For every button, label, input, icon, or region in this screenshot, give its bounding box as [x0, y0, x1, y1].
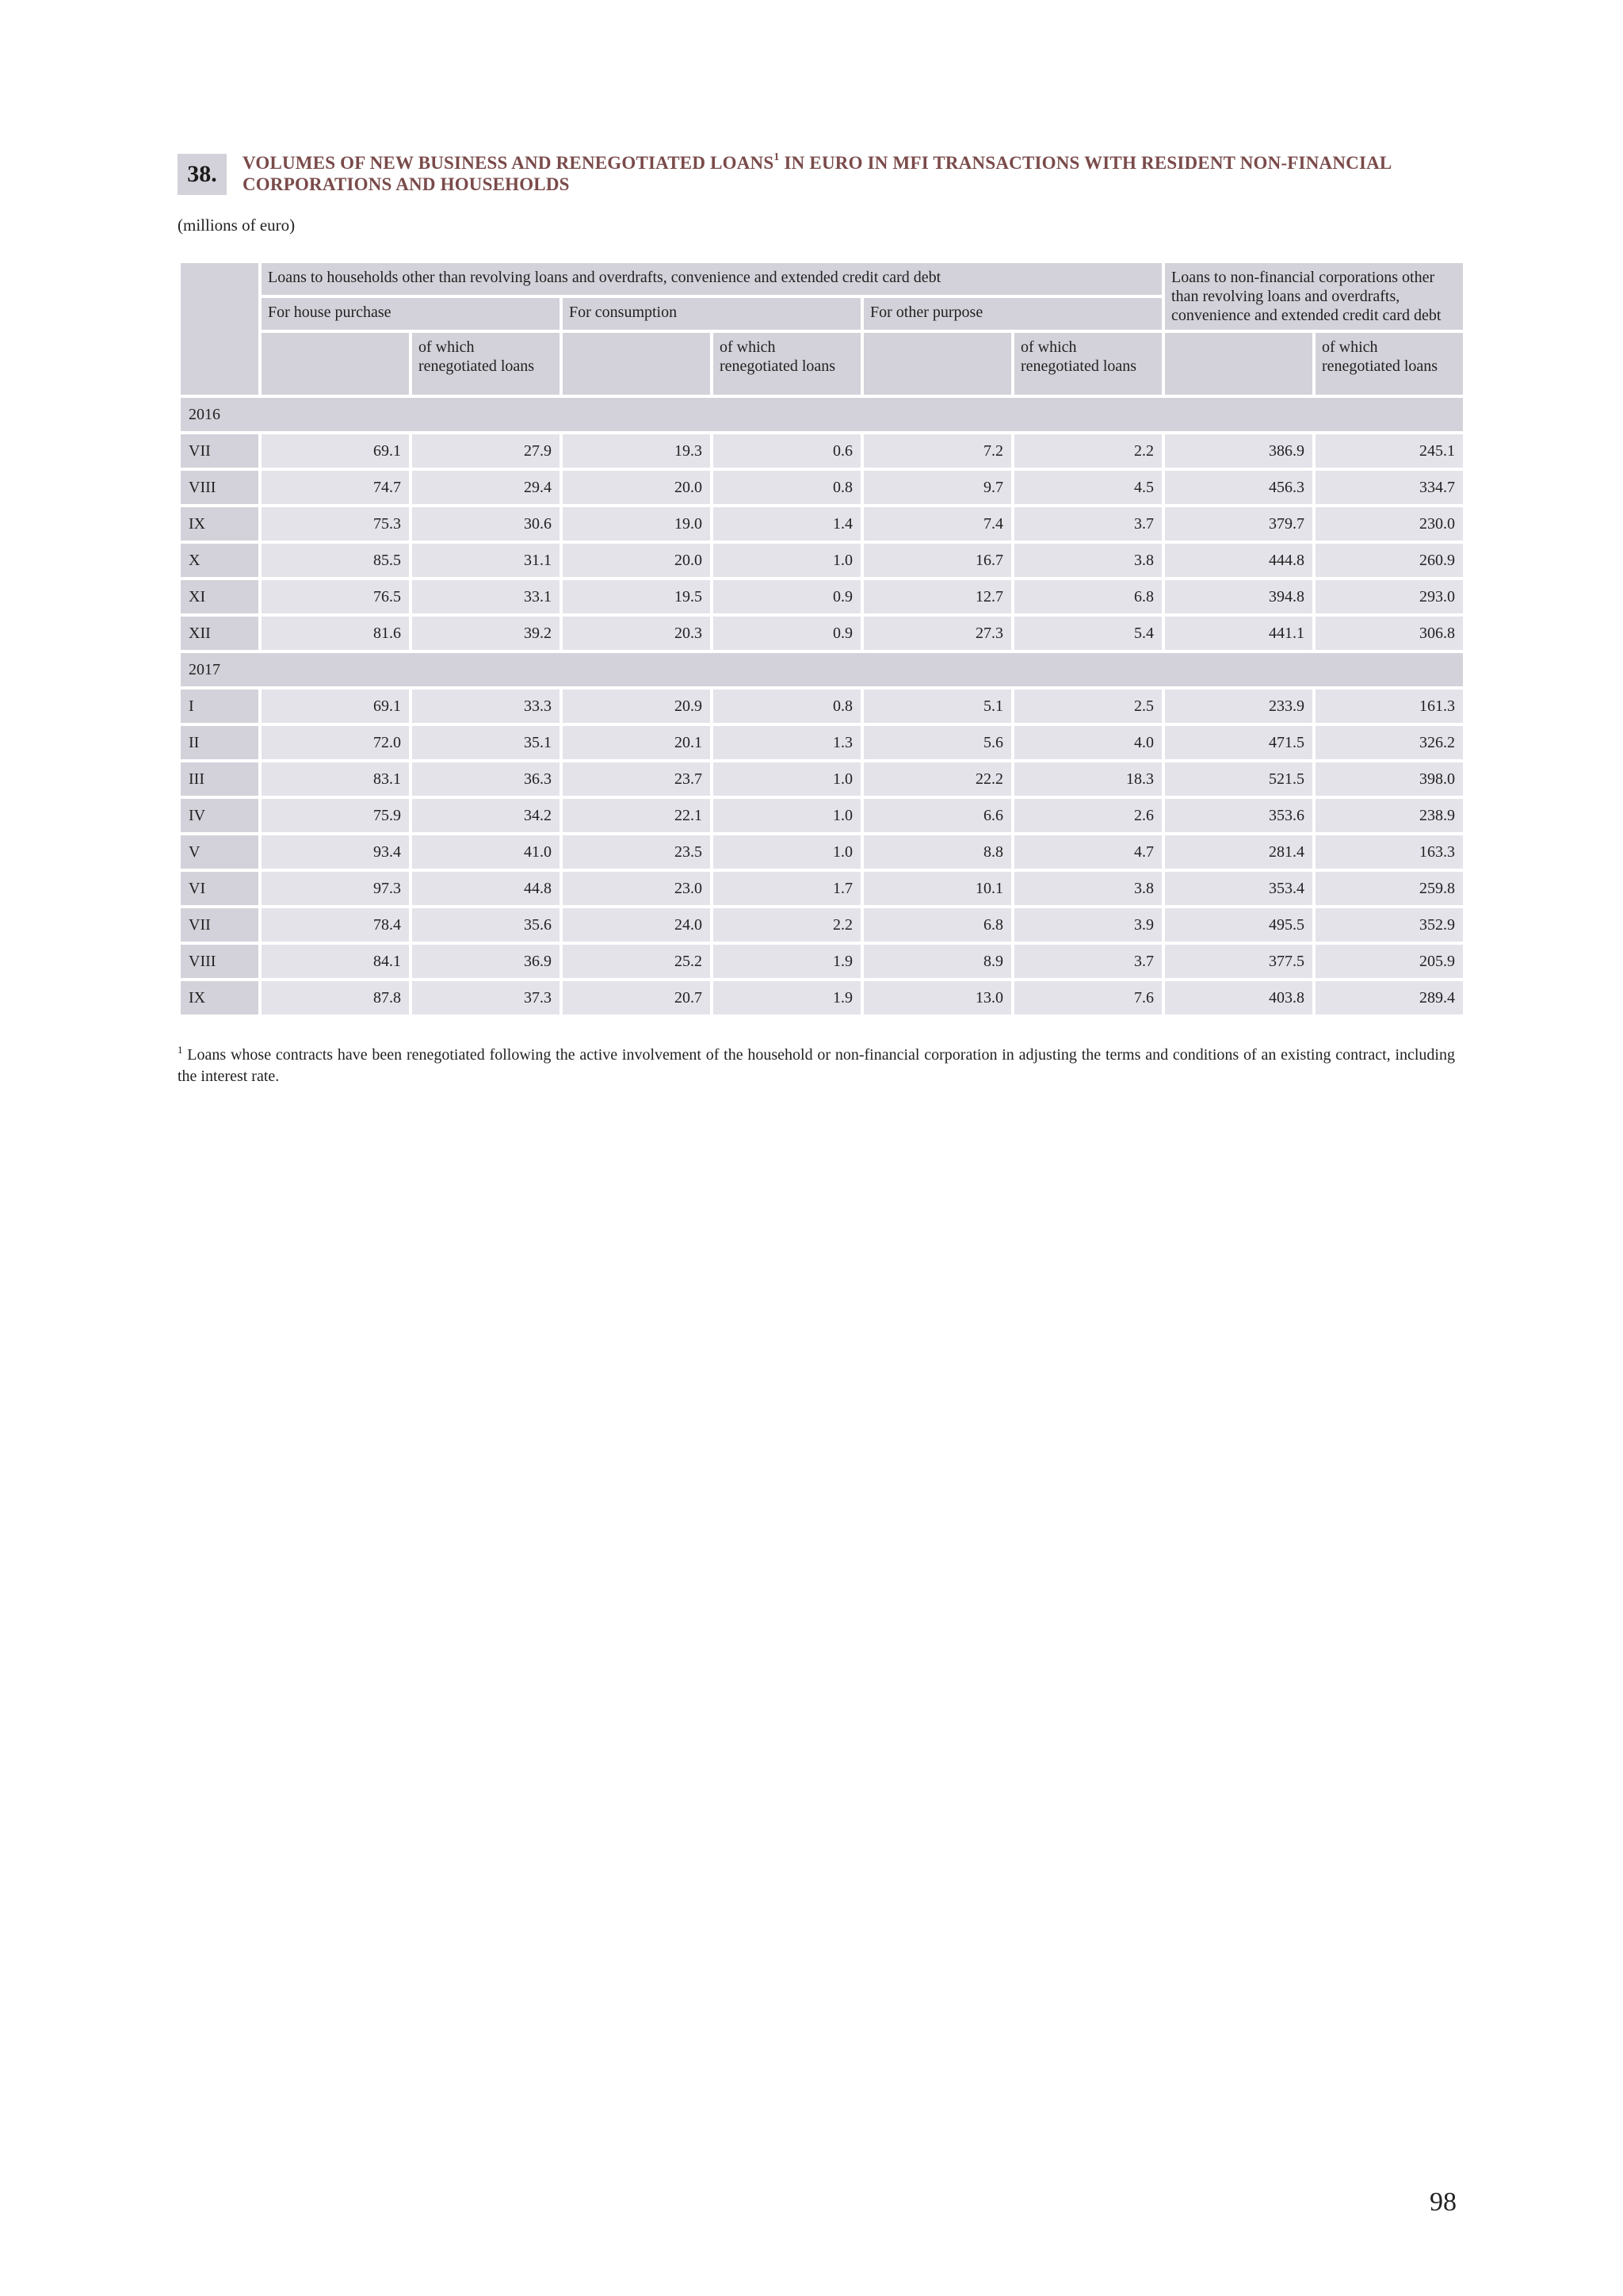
- table-cell: 4.7: [1014, 835, 1162, 869]
- table-cell: 39.2: [412, 617, 559, 650]
- table-row: [181, 945, 1463, 978]
- table-cell: 87.8: [262, 981, 409, 1014]
- table-cell: 8.8: [864, 835, 1011, 869]
- header-of-which-renegotiated: of which renegotiated loans: [1014, 333, 1162, 395]
- table-row: [181, 471, 1463, 504]
- table-cell: 20.9: [563, 690, 710, 723]
- table-cell: 20.7: [563, 981, 710, 1014]
- table-cell: 84.1: [262, 945, 409, 978]
- table-body: [181, 398, 1463, 1014]
- year-row: [181, 398, 1463, 431]
- header-total-consumption: [563, 333, 710, 395]
- table-cell: 0.6: [713, 434, 861, 468]
- table-cell: 78.4: [262, 908, 409, 942]
- table-cell: 260.9: [1316, 544, 1463, 577]
- table-cell: 81.6: [262, 617, 409, 650]
- table-cell: 16.7: [864, 544, 1011, 577]
- stub-header: [181, 263, 258, 395]
- year-label: 2016: [181, 398, 1463, 431]
- year-label: 2017: [181, 653, 1463, 686]
- table-cell: 5.1: [864, 690, 1011, 723]
- table-cell: 444.8: [1165, 544, 1312, 577]
- table-cell: 3.7: [1014, 945, 1162, 978]
- header-total-house: [262, 333, 409, 395]
- table-cell: 41.0: [412, 835, 559, 869]
- table-cell: 495.5: [1165, 908, 1312, 942]
- table-cell: 293.0: [1316, 580, 1463, 613]
- header-households: Loans to households other than revolving loans and overdrafts, convenience and extended credit card debt: [262, 263, 1162, 295]
- table-cell: 5.4: [1014, 617, 1162, 650]
- month-label: VII: [181, 908, 258, 942]
- table-cell: 29.4: [412, 471, 559, 504]
- table-cell: 13.0: [864, 981, 1011, 1014]
- table-cell: 25.2: [563, 945, 710, 978]
- table-cell: 386.9: [1165, 434, 1312, 468]
- table-cell: 205.9: [1316, 945, 1463, 978]
- table-cell: 37.3: [412, 981, 559, 1014]
- table-cell: 22.2: [864, 762, 1011, 796]
- table-cell: 1.7: [713, 872, 861, 905]
- month-label: XI: [181, 580, 258, 613]
- table-cell: 398.0: [1316, 762, 1463, 796]
- table-cell: 289.4: [1316, 981, 1463, 1014]
- table-cell: 230.0: [1316, 507, 1463, 541]
- header-total-nfc: [1165, 333, 1312, 395]
- table-cell: 233.9: [1165, 690, 1312, 723]
- table-cell: 4.5: [1014, 471, 1162, 504]
- table-cell: 353.6: [1165, 799, 1312, 832]
- header-total-other: [864, 333, 1011, 395]
- table-cell: 4.0: [1014, 726, 1162, 759]
- table-cell: 76.5: [262, 580, 409, 613]
- table-row: [181, 580, 1463, 613]
- table-cell: 163.3: [1316, 835, 1463, 869]
- month-label: XII: [181, 617, 258, 650]
- table-cell: 6.8: [864, 908, 1011, 942]
- month-label: II: [181, 726, 258, 759]
- table-row: [181, 981, 1463, 1014]
- table-row: [181, 507, 1463, 541]
- table-cell: 20.1: [563, 726, 710, 759]
- table-cell: 44.8: [412, 872, 559, 905]
- table-cell: 2.2: [713, 908, 861, 942]
- table-cell: 456.3: [1165, 471, 1312, 504]
- table-cell: 0.8: [713, 471, 861, 504]
- table-cell: 83.1: [262, 762, 409, 796]
- table-cell: 403.8: [1165, 981, 1312, 1014]
- month-label: VIII: [181, 471, 258, 504]
- table-cell: 0.9: [713, 617, 861, 650]
- table-cell: 161.3: [1316, 690, 1463, 723]
- table-row: [181, 908, 1463, 942]
- table-cell: 1.3: [713, 726, 861, 759]
- table-cell: 27.3: [864, 617, 1011, 650]
- table-cell: 33.1: [412, 580, 559, 613]
- table-cell: 22.1: [563, 799, 710, 832]
- footnote: [178, 1045, 1455, 1087]
- table-cell: 0.8: [713, 690, 861, 723]
- table-cell: 20.0: [563, 471, 710, 504]
- table-cell: 36.9: [412, 945, 559, 978]
- table-title-part2: IN EURO IN MFI TRANSACTIONS WITH RESIDENT NON-FINANCIAL CORPORATIONS AND HOUSEHOLDS: [242, 153, 1392, 194]
- table-cell: 19.0: [563, 507, 710, 541]
- table-cell: 3.8: [1014, 872, 1162, 905]
- table-cell: 7.4: [864, 507, 1011, 541]
- table-cell: 334.7: [1316, 471, 1463, 504]
- table-cell: 27.9: [412, 434, 559, 468]
- month-label: I: [181, 690, 258, 723]
- table-cell: 352.9: [1316, 908, 1463, 942]
- table-cell: 34.2: [412, 799, 559, 832]
- month-label: X: [181, 544, 258, 577]
- table-cell: 3.9: [1014, 908, 1162, 942]
- header-of-which-renegotiated: of which renegotiated loans: [412, 333, 559, 395]
- table-cell: 74.7: [262, 471, 409, 504]
- table-cell: 12.7: [864, 580, 1011, 613]
- table-cell: 23.7: [563, 762, 710, 796]
- table-cell: 97.3: [262, 872, 409, 905]
- header-consumption: For consumption: [563, 298, 861, 330]
- table-cell: 20.3: [563, 617, 710, 650]
- year-row: [181, 653, 1463, 686]
- table-row: [181, 617, 1463, 650]
- table-cell: 19.5: [563, 580, 710, 613]
- month-label: VIII: [181, 945, 258, 978]
- table-cell: 69.1: [262, 434, 409, 468]
- table-cell: 471.5: [1165, 726, 1312, 759]
- title-footnote-marker: 1: [773, 151, 780, 163]
- table-cell: 9.7: [864, 471, 1011, 504]
- table-cell: 75.9: [262, 799, 409, 832]
- table-cell: 1.9: [713, 945, 861, 978]
- table-cell: 35.1: [412, 726, 559, 759]
- table-row: [181, 434, 1463, 468]
- table-cell: 0.9: [713, 580, 861, 613]
- table-cell: 1.0: [713, 544, 861, 577]
- month-label: V: [181, 835, 258, 869]
- units-label: (millions of euro): [178, 216, 296, 235]
- table-cell: 20.0: [563, 544, 710, 577]
- table-row: [181, 799, 1463, 832]
- table-cell: 259.8: [1316, 872, 1463, 905]
- table-cell: 1.0: [713, 762, 861, 796]
- table-cell: 3.7: [1014, 507, 1162, 541]
- table-title-block: [178, 151, 1461, 200]
- table-cell: 36.3: [412, 762, 559, 796]
- table-cell: 10.1: [864, 872, 1011, 905]
- table-cell: 306.8: [1316, 617, 1463, 650]
- table-cell: 24.0: [563, 908, 710, 942]
- month-label: VII: [181, 434, 258, 468]
- table-cell: 521.5: [1165, 762, 1312, 796]
- month-label: IV: [181, 799, 258, 832]
- table-cell: 394.8: [1165, 580, 1312, 613]
- table-cell: 35.6: [412, 908, 559, 942]
- table-cell: 3.8: [1014, 544, 1162, 577]
- header-of-which-renegotiated: of which renegotiated loans: [713, 333, 861, 395]
- table-title: [242, 152, 1463, 195]
- table-cell: 18.3: [1014, 762, 1162, 796]
- footnote-marker: 1: [178, 1044, 183, 1056]
- month-label: IX: [181, 981, 258, 1014]
- footnote-text: Loans whose contracts have been renegotiated following the active involvement of the household or non-financial corporation in adjusting the terms and conditions of an existing contract, including the interest rate.: [178, 1046, 1455, 1085]
- table-cell: 30.6: [412, 507, 559, 541]
- table-row: [181, 762, 1463, 796]
- table-cell: 238.9: [1316, 799, 1463, 832]
- table-row: [181, 690, 1463, 723]
- table-cell: 326.2: [1316, 726, 1463, 759]
- header-house-purchase: For house purchase: [262, 298, 559, 330]
- table-cell: 2.5: [1014, 690, 1162, 723]
- table-cell: 6.6: [864, 799, 1011, 832]
- month-label: IX: [181, 507, 258, 541]
- table-cell: 5.6: [864, 726, 1011, 759]
- header-other-purpose: For other purpose: [864, 298, 1162, 330]
- table-cell: 7.2: [864, 434, 1011, 468]
- table-cell: 7.6: [1014, 981, 1162, 1014]
- table-row: [181, 726, 1463, 759]
- table-cell: 33.3: [412, 690, 559, 723]
- table-cell: 1.9: [713, 981, 861, 1014]
- table-cell: 69.1: [262, 690, 409, 723]
- table-cell: 2.2: [1014, 434, 1162, 468]
- loans-table: [178, 260, 1466, 1018]
- table-cell: 75.3: [262, 507, 409, 541]
- table-cell: 1.0: [713, 799, 861, 832]
- table-cell: 23.5: [563, 835, 710, 869]
- table-cell: 85.5: [262, 544, 409, 577]
- table-cell: 379.7: [1165, 507, 1312, 541]
- table-cell: 8.9: [864, 945, 1011, 978]
- table-cell: 353.4: [1165, 872, 1312, 905]
- table-row: [181, 835, 1463, 869]
- table-title-part1: VOLUMES OF NEW BUSINESS AND RENEGOTIATED LOANS: [242, 153, 774, 173]
- month-label: III: [181, 762, 258, 796]
- table-cell: 31.1: [412, 544, 559, 577]
- month-label: VI: [181, 872, 258, 905]
- table-cell: 1.0: [713, 835, 861, 869]
- table-cell: 1.4: [713, 507, 861, 541]
- header-non-financial-corporations: Loans to non-financial corporations other than revolving loans and overdrafts, convenience and extended credit card debt: [1165, 263, 1463, 330]
- table-cell: 93.4: [262, 835, 409, 869]
- table-cell: 281.4: [1165, 835, 1312, 869]
- table-cell: 19.3: [563, 434, 710, 468]
- table-cell: 6.8: [1014, 580, 1162, 613]
- table-cell: 441.1: [1165, 617, 1312, 650]
- table-row: [181, 544, 1463, 577]
- header-of-which-renegotiated: of which renegotiated loans: [1316, 333, 1463, 395]
- table-cell: 245.1: [1316, 434, 1463, 468]
- table-cell: 23.0: [563, 872, 710, 905]
- table-cell: 72.0: [262, 726, 409, 759]
- table-cell: 377.5: [1165, 945, 1312, 978]
- table-row: [181, 872, 1463, 905]
- table-number: 38.: [178, 154, 227, 195]
- page-number: 98: [1430, 2187, 1457, 2217]
- table-cell: 2.6: [1014, 799, 1162, 832]
